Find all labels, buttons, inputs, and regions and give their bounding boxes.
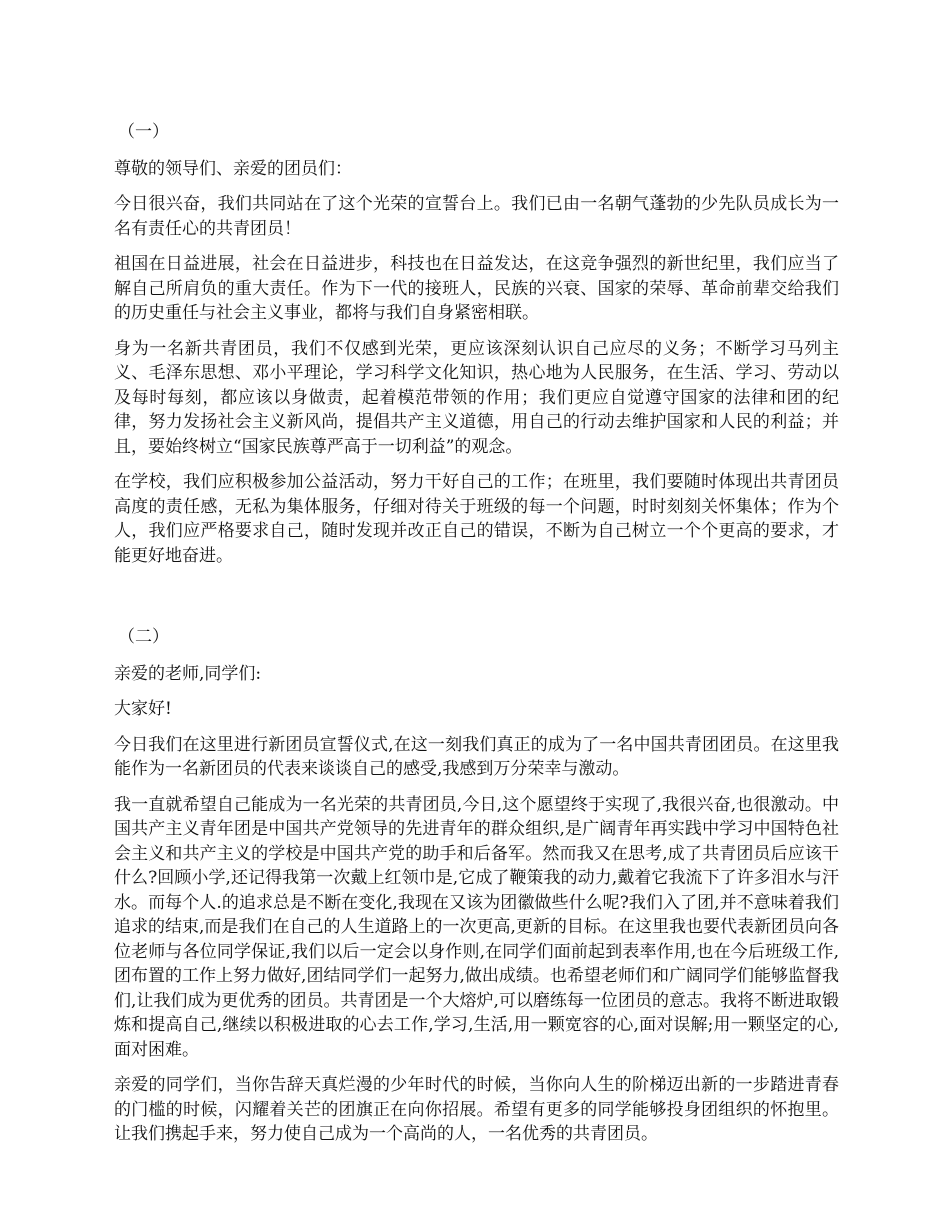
section-one-paragraph-2: 祖国在日益进展，社会在日益进步，科技也在日益发达，在这竞争强烈的新世纪里，我们应当了解自己所肩负的重大责任。作为下一代的接班人，民族的兴衰、国家的荣辱、革命前辈交给我们的历史重任与社会主义事业，都将与我们自身紧密相联。 bbox=[114, 254, 839, 323]
section-one-title: （一） bbox=[118, 122, 169, 142]
section-one-salutation: 尊敬的领导们、亲爱的团员们： bbox=[114, 158, 352, 179]
section-two-greeting: 大家好! bbox=[114, 699, 172, 719]
section-one-paragraph-1: 今日很兴奋，我们共同站在了这个光荣的宣誓台上。我们已由一名朝气蓬勃的少先队员成长为一名有责任心的共青团员！ bbox=[114, 194, 839, 239]
section-spacer bbox=[114, 579, 839, 625]
document-page bbox=[114, 120, 839, 1158]
section-one-paragraph-3: 身为一名新共青团员，我们不仅感到光荣，更应该深刻认识自己应尽的义务；不断学习马列主义、毛泽东思想、邓小平理论，学习科学文化知识，热心地为人民服务，在生活、学习、劳动以及每时每刻，都应该以身做责，起着模范带领的作用；我们更应自觉遵守国家的法律和团的纪律，努力发扬社会主义新风尚，提倡共产主义道德，用自己的行动去维护国家和人民的利益；并且，要始终树立“国家民族尊严高于一切利益”的观念。 bbox=[114, 338, 839, 457]
section-two-salutation: 亲爱的老师,同学们: bbox=[114, 663, 262, 684]
section-two-paragraph-3: 亲爱的同学们，当你告辞天真烂漫的少年时代的时候，当你向人生的阶梯迈出新的一步踏进青春的门槛的时候，闪耀着关芒的团旗正在向你招展。希望有更多的同学能够投身团组织的怀抱里。让我们携起手来，努力使自己成为一个高尚的人，一名优秀的共青团员。 bbox=[114, 1075, 839, 1144]
section-one-paragraph-4: 在学校，我们应积极参加公益活动，努力干好自己的工作；在班里，我们要随时体现出共青团员高度的责任感，无私为集体服务，仔细对待关于班级的每一个问题，时时刻刻关怀集体；作为个人，我们应严格要求自己，随时发现并改正自己的错误，不断为自己树立一个个更高的要求，才能更好地奋进。 bbox=[114, 472, 839, 566]
speech-section-two bbox=[114, 625, 839, 1147]
section-two-title: （二） bbox=[118, 627, 169, 647]
section-two-paragraph-1: 今日我们在这里进行新团员宣誓仪式,在这一刻我们真正的成为了一名中国共青团团员。在这里我能作为一名新团员的代表来谈谈自己的感受,我感到万分荣幸与激动。 bbox=[114, 734, 839, 779]
section-two-paragraph-2: 我一直就希望自己能成为一名光荣的共青团员,今日,这个愿望终于实现了,我很兴奋,也很激动。中国共产主义青年团是中国共产党领导的先进青年的群众组织,是广阔青年再实践中学习中国特色社会主义和共产主义的学校是中国共产党的助手和后备军。然而我又在思考,成了共青团员后应该干什么?回顾小学,还记得我第一次戴上红领巾是,它成了鞭策我的动力,戴着它我流下了许多泪水与汗水。而每个人.的追求总是不断在变化,我现在又该为团徽做些什么呢?我们入了团,并不意味着我们追求的结束,而是我们在自己的人生道路上的一次更高,更新的目标。在这里我也要代表新团员向各位老师与各位同学保证,我们以后一定会以身作则,在同学们面前起到表率作用,也在今后班级工作,团布置的工作上努力做好,团结同学们一起努力,做出成绩。也希望老师们和广阔同学们能够监督我们,让我们成为更优秀的团员。共青团是一个大熔炉,可以磨练每一位团员的意志。我将不断进取锻炼和提高自己,继续以积极进取的心去工作,学习,生活,用一颗宽容的心,面对误解;用一颗坚定的心,面对困难。 bbox=[114, 794, 839, 1060]
speech-section-one bbox=[114, 120, 839, 568]
